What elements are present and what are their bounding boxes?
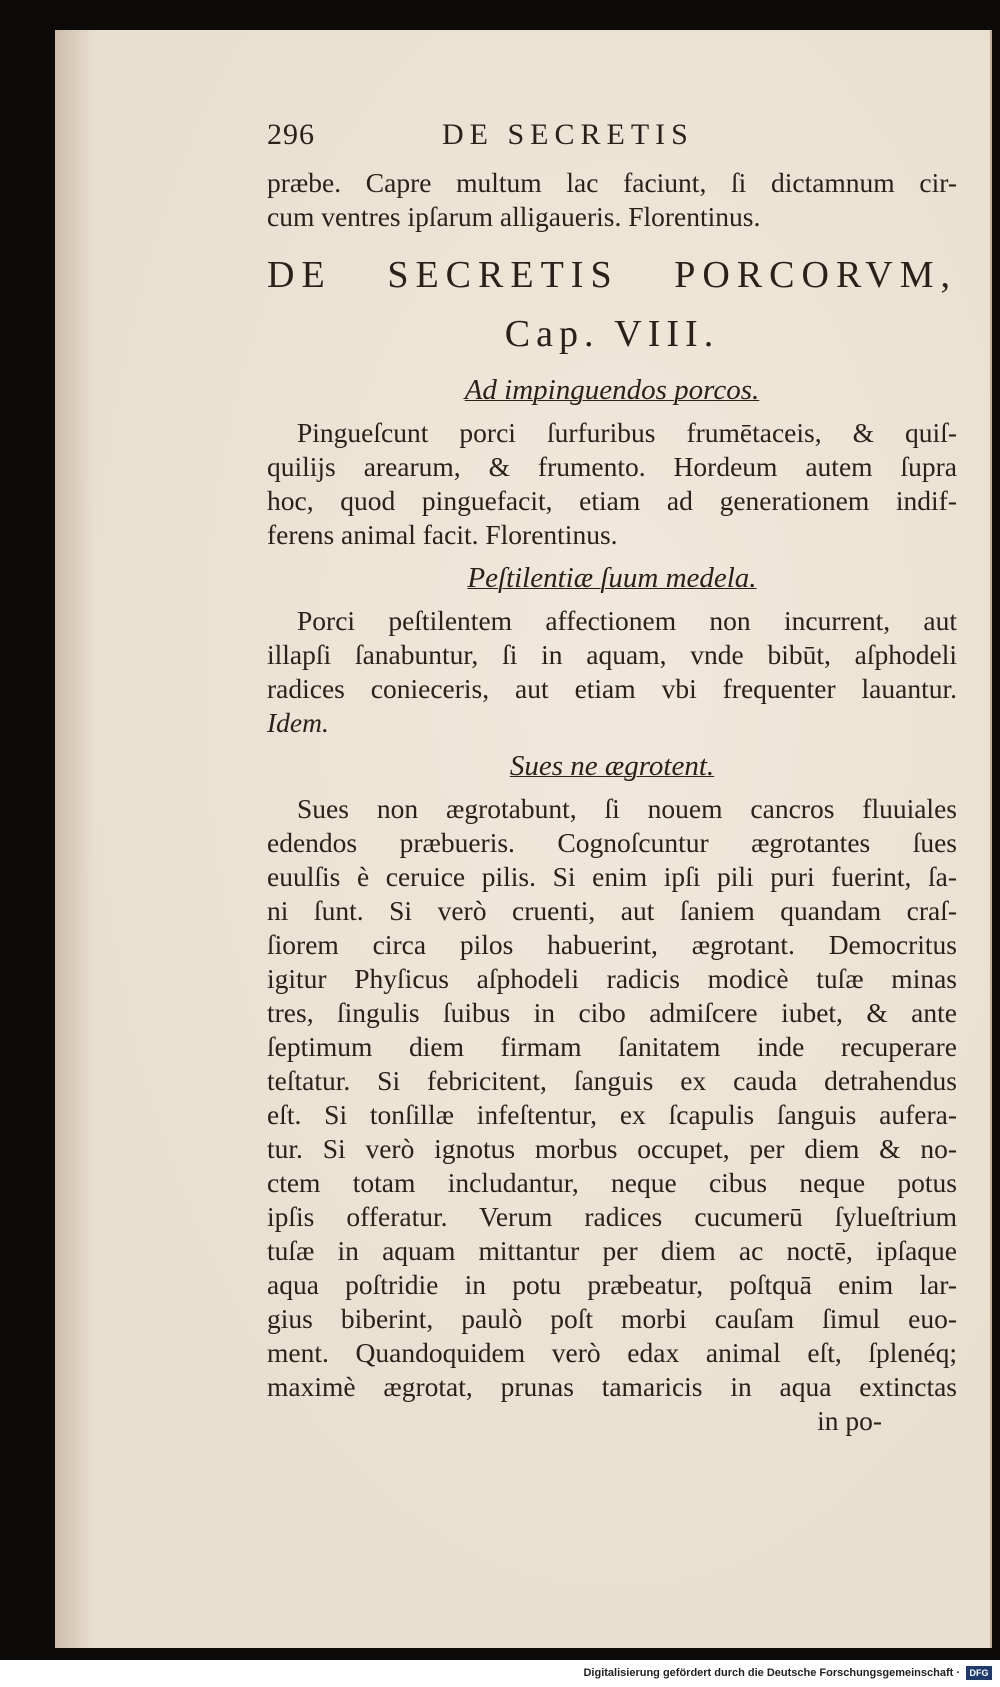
body-line: illapſi ſanabuntur, ſi in aquam, vnde bibūt, aſphodeli	[267, 639, 957, 670]
running-head-title: DE SECRETIS	[442, 118, 694, 151]
body-line: tuſæ in aquam mittantur per diem ac noctē, ipſaque	[267, 1235, 957, 1266]
chapter-title: DE SECRETIS PORCORVM,	[267, 254, 957, 296]
section-heading-text: Sues ne ægrotent.	[509, 750, 715, 782]
section-heading	[267, 364, 957, 416]
body-line: ctem totam includantur, neque cibus neque potus	[267, 1167, 957, 1198]
body-line: tres, ſingulis ſuibus in cibo admiſcere iubet, & ante	[267, 997, 957, 1028]
page-text-block	[267, 118, 957, 1438]
body-line: Idem.	[267, 707, 329, 738]
body-line: quilijs arearum, & frumento. Hordeum autem ſupra	[267, 451, 957, 482]
body-line: ni ſunt. Si verò cruenti, aut ſaniem quandam craſ-	[267, 895, 957, 926]
body-line: ipſis offeratur. Verum radices cucumerū ſylueſtrium	[267, 1201, 957, 1232]
body-line: maximè ægrotat, prunas tamaricis in aqua extinctas	[267, 1371, 957, 1402]
body-line: Sues non ægrotabunt, ſi nouem cancros fluuiales	[297, 793, 957, 824]
chapter-number: Cap. VIII.	[504, 313, 720, 355]
body-line: Porci peſtilentem affectionem non incurrent, aut	[297, 605, 957, 636]
section-heading	[267, 552, 957, 604]
body-line: ſeptimum diem firmam ſanitatem inde recuperare	[267, 1031, 957, 1062]
body-line: edendos præbueris. Cognoſcuntur ægrotantes ſues	[267, 827, 957, 858]
body-line: gius biberint, paulò poſt morbi cauſam ſimul euo-	[267, 1303, 957, 1334]
catchword: in po-	[817, 1405, 882, 1436]
body-line: tur. Si verò ignotus morbus occupet, per diem & no-	[267, 1133, 957, 1164]
body-line: ment. Quandoquidem verò edax animal eſt, ſplenéq;	[267, 1337, 957, 1368]
running-header	[267, 118, 957, 166]
body-line: igitur Phyſicus aſphodeli radicis modicè tuſæ minas	[267, 963, 957, 994]
body-line: hoc, quod pinguefacit, etiam ad generationem indif-	[267, 485, 957, 516]
body-line: eſt. Si tonſillæ infeſtentur, ex ſcapulis ſanguis aufera-	[267, 1099, 957, 1130]
digitization-credit-bar	[0, 1660, 1000, 1687]
body-line: præbe. Capre multum lac faciunt, ſi dictamnum cir-	[267, 167, 957, 198]
page-number: 296	[267, 118, 315, 151]
body-line: radices conieceris, aut etiam vbi frequenter lauantur.	[267, 673, 957, 704]
body-line: euulſis è ceruice pilis. Si enim ipſi pili puri fuerint, ſa-	[267, 861, 957, 892]
dfg-logo-icon: DFG	[966, 1666, 992, 1680]
section-heading	[267, 740, 957, 792]
body-line: Pingueſcunt porci ſurfuribus frumētaceis, & quiſ-	[297, 417, 957, 448]
body-line: ſiorem circa pilos habuerint, ægrotant. Democritus	[267, 929, 957, 960]
body-line: teſtatur. Si febricitent, ſanguis ex cauda detrahendus	[267, 1065, 957, 1096]
section-heading-text: Peſtilentiæ ſuum medela.	[467, 562, 757, 594]
body-line: cum ventres ipſarum alligaueris. Florentinus.	[267, 201, 761, 232]
body-line: ferens animal facit. Florentinus.	[267, 519, 618, 550]
credit-text: Digitalisierung gefördert durch die Deutsche Forschungsgemeinschaft ·	[583, 1667, 960, 1679]
body-line: aqua poſtridie in potu præbeatur, poſtquā enim lar-	[267, 1269, 957, 1300]
section-heading-text: Ad impinguendos porcos.	[464, 374, 760, 406]
